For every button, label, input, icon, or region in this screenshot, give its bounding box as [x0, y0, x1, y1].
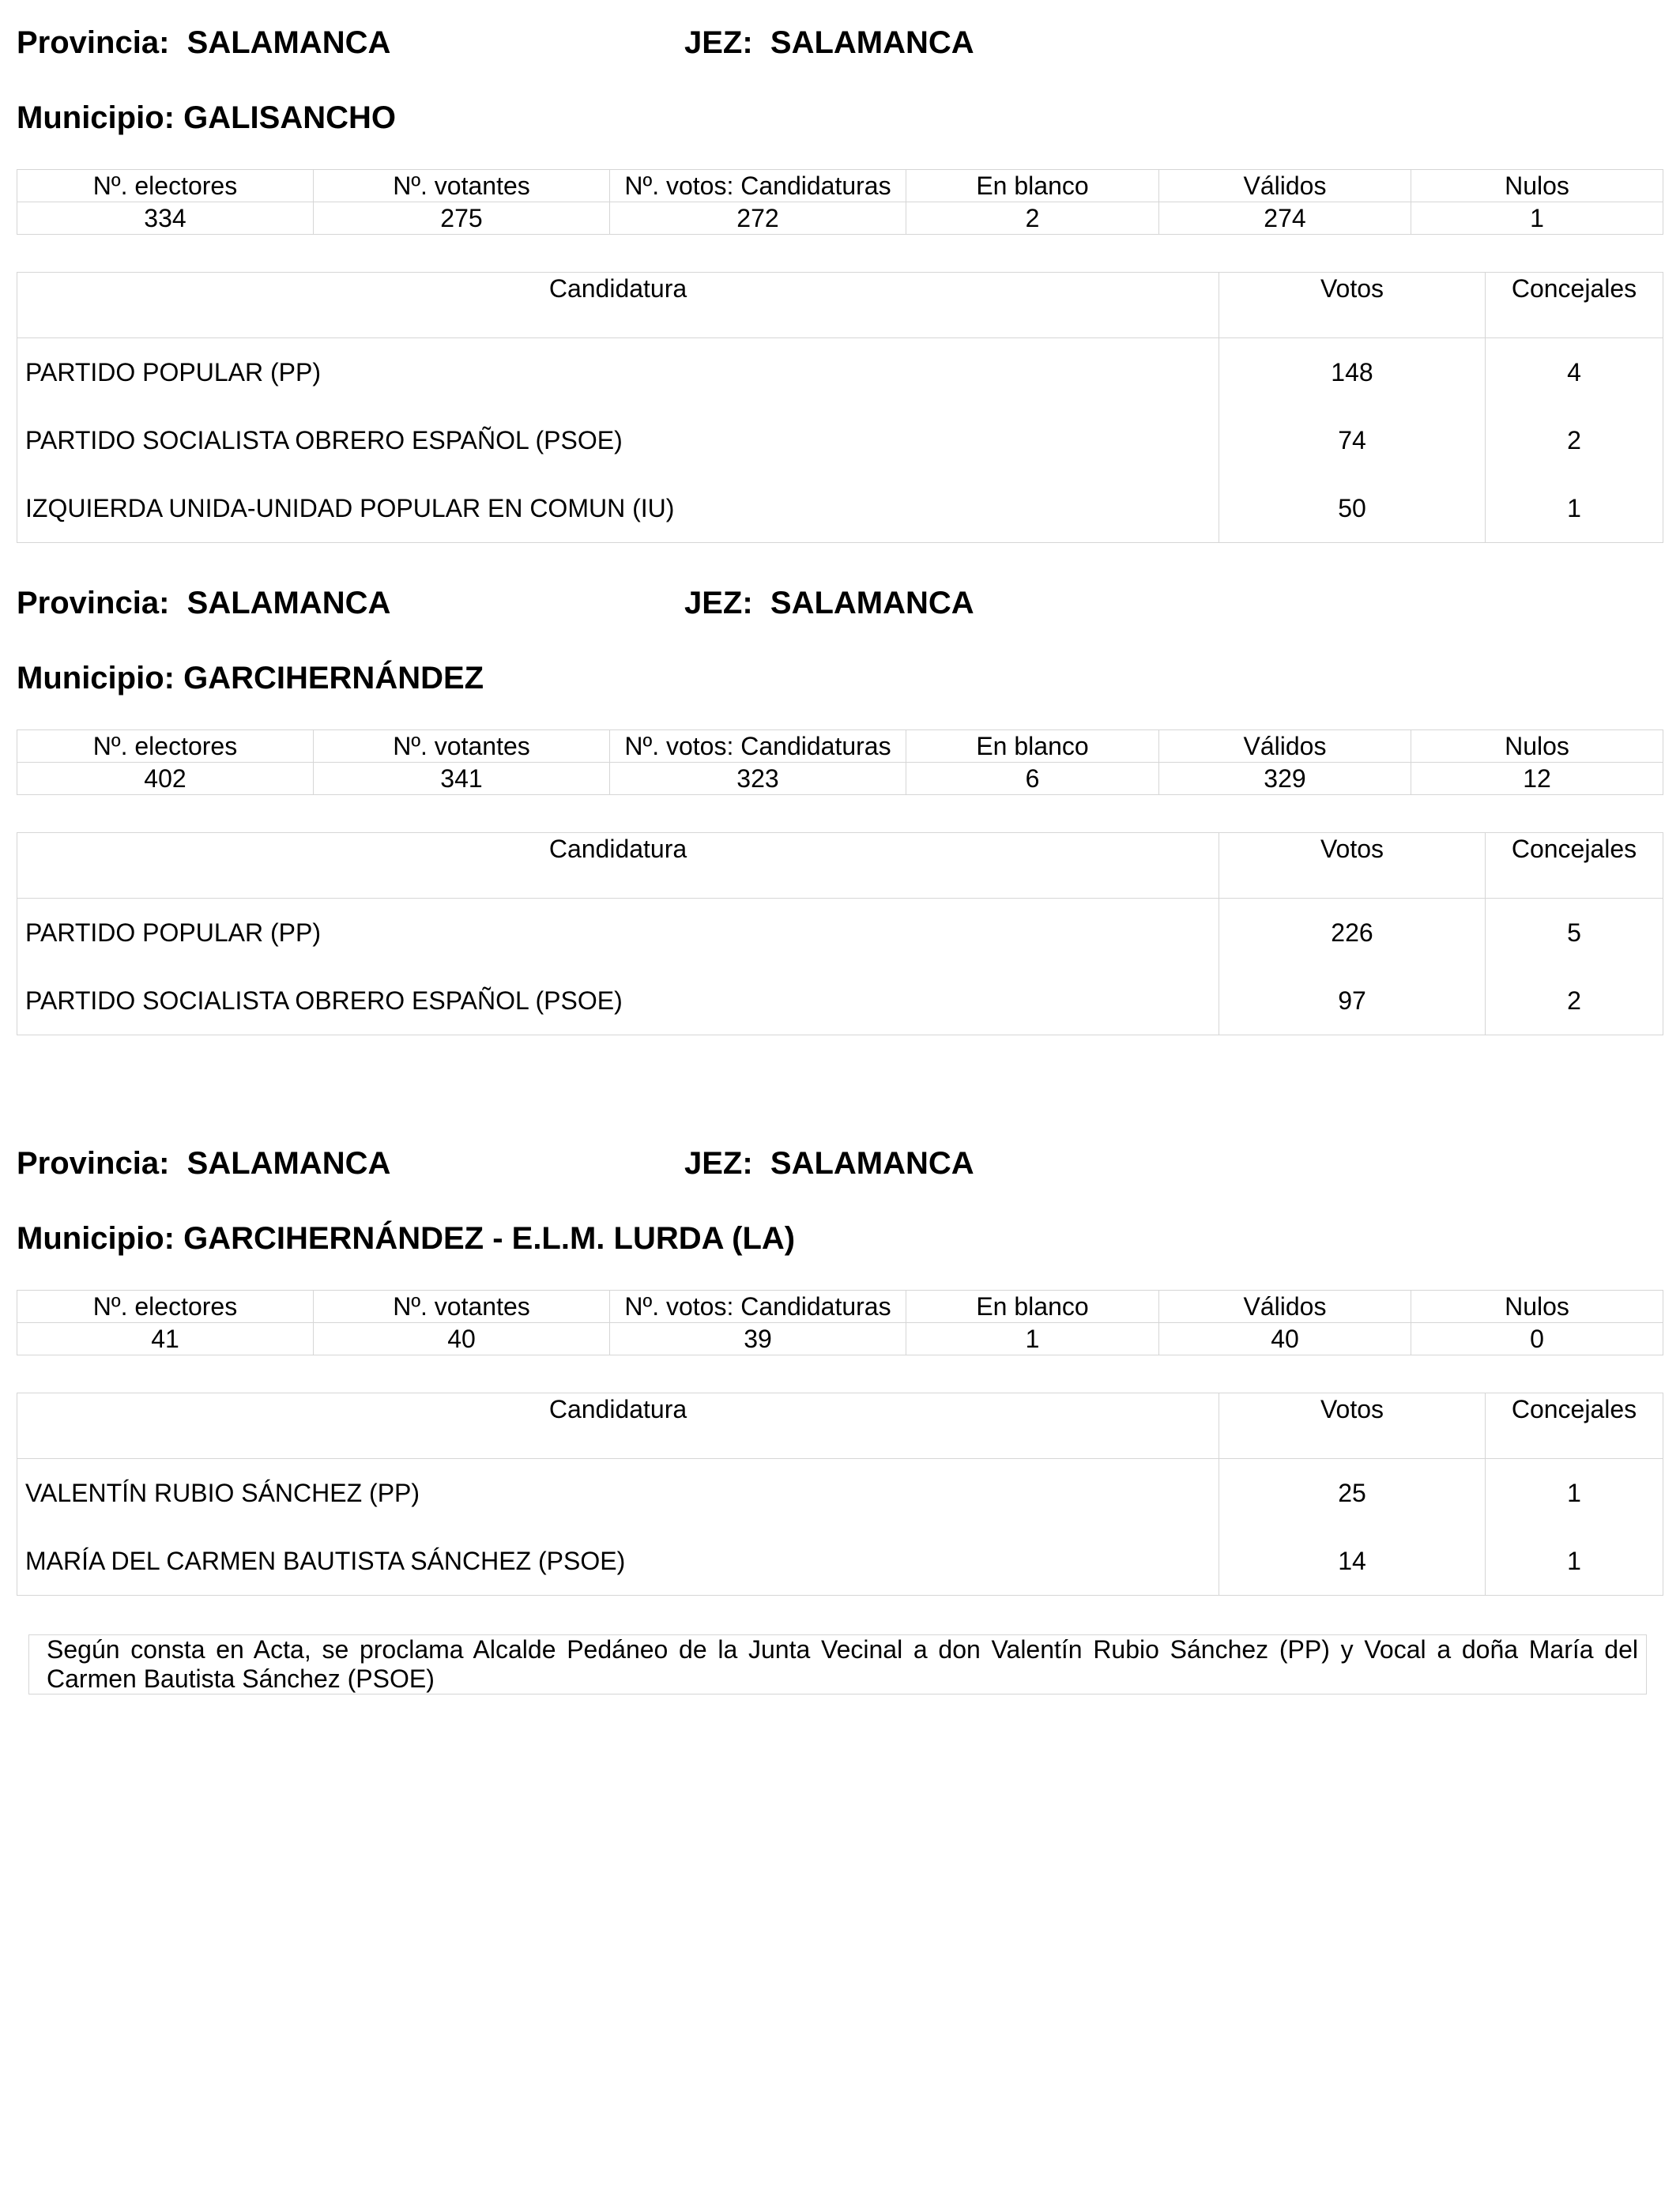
stats-table [17, 169, 1663, 235]
candidate-name: MARÍA DEL CARMEN BAUTISTA SÁNCHEZ (PSOE) [25, 1547, 626, 1575]
provincia-line [17, 584, 390, 622]
jez-line [684, 1144, 974, 1182]
candidate-concejales: 5 [1486, 899, 1663, 967]
jez-label: JEZ: [684, 1146, 753, 1181]
candidate-name: PARTIDO SOCIALISTA OBRERO ESPAÑOL (PSOE) [25, 426, 623, 454]
provincia-label: Provincia: [17, 25, 170, 60]
candidate-concejales: 1 [1486, 474, 1663, 543]
candidates-header-row [17, 273, 1663, 338]
municipio-value: GARCIHERNÁNDEZ - E.L.M. LURDA (LA) [183, 1221, 796, 1256]
stats-value: 334 [17, 202, 314, 235]
candidate-concejales: 2 [1486, 967, 1663, 1035]
municipio-line [17, 99, 396, 137]
provincia-value: SALAMANCA [186, 25, 391, 60]
candidates-table [17, 1393, 1663, 1596]
candidate-concejales: 1 [1486, 1527, 1663, 1596]
candidates-table [17, 272, 1663, 543]
concejales-header: Concejales [1486, 273, 1663, 338]
stats-header: Nº. votantes [314, 730, 610, 763]
stats-header: Nº. electores [17, 1291, 314, 1323]
candidate-votos: 97 [1219, 967, 1486, 1035]
stats-header: Nulos [1411, 1291, 1663, 1323]
stats-table [17, 1290, 1663, 1355]
stats-value: 2 [906, 202, 1159, 235]
stats-value-row [17, 763, 1663, 795]
candidatura-header: Candidatura [17, 833, 1219, 899]
section-galisancho [17, 0, 1663, 522]
jez-line [684, 584, 974, 622]
stats-header: En blanco [906, 730, 1159, 763]
stats-header-row [17, 170, 1663, 202]
municipio-label: Municipio: [17, 661, 175, 696]
jez-value: SALAMANCA [770, 1146, 974, 1181]
stats-header-row [17, 730, 1663, 763]
candidate-votos: 14 [1219, 1527, 1486, 1596]
stats-header: Nº. votantes [314, 170, 610, 202]
stats-value: 323 [610, 763, 906, 795]
stats-table [17, 729, 1663, 795]
stats-value: 274 [1159, 202, 1411, 235]
municipio-value: GALISANCHO [183, 100, 396, 135]
jez-line [684, 24, 974, 62]
stats-value: 275 [314, 202, 610, 235]
stats-value: 272 [610, 202, 906, 235]
candidates-table [17, 832, 1663, 1035]
candidatura-header: Candidatura [17, 1393, 1219, 1459]
table-row [17, 338, 1663, 407]
stats-value: 1 [906, 1323, 1159, 1355]
table-row [17, 406, 1663, 474]
candidate-name: VALENTÍN RUBIO SÁNCHEZ (PP) [25, 1479, 420, 1507]
stats-value: 402 [17, 763, 314, 795]
stats-value: 40 [1159, 1323, 1411, 1355]
votos-header: Votos [1219, 273, 1486, 338]
stats-value: 341 [314, 763, 610, 795]
stats-header: Nº. votos: Candidaturas [610, 1291, 906, 1323]
stats-value: 41 [17, 1323, 314, 1355]
stats-header: Válidos [1159, 170, 1411, 202]
candidate-name: PARTIDO SOCIALISTA OBRERO ESPAÑOL (PSOE) [25, 986, 623, 1015]
municipio-label: Municipio: [17, 1221, 175, 1256]
section-header [17, 560, 1663, 711]
stats-header: Nulos [1411, 170, 1663, 202]
municipio-line [17, 1220, 795, 1257]
stats-value: 6 [906, 763, 1159, 795]
candidate-votos: 50 [1219, 474, 1486, 543]
candidate-concejales: 2 [1486, 406, 1663, 474]
section-header [17, 1121, 1663, 1271]
stats-header: Válidos [1159, 730, 1411, 763]
stats-header: Nº. electores [17, 730, 314, 763]
table-row [17, 967, 1663, 1035]
municipio-value: GARCIHERNÁNDEZ [183, 661, 484, 696]
municipio-label: Municipio: [17, 100, 175, 135]
proclamation-note: Según consta en Acta, se proclama Alcalde Pedáneo de la Junta Vecinal a don Valentín Rubio Sánchez (PP) y Vocal a doña María del Carmen Bautista Sánchez (PSOE) [28, 1634, 1647, 1695]
stats-value: 0 [1411, 1323, 1663, 1355]
stats-value: 329 [1159, 763, 1411, 795]
jez-value: SALAMANCA [770, 586, 974, 620]
candidate-votos: 25 [1219, 1459, 1486, 1528]
stats-header: En blanco [906, 1291, 1159, 1323]
candidate-name: PARTIDO POPULAR (PP) [25, 358, 321, 386]
table-row [17, 1459, 1663, 1528]
stats-header: Nulos [1411, 730, 1663, 763]
provincia-label: Provincia: [17, 586, 170, 620]
table-row [17, 899, 1663, 967]
provincia-line [17, 24, 390, 62]
stats-value: 39 [610, 1323, 906, 1355]
concejales-header: Concejales [1486, 1393, 1663, 1459]
jez-value: SALAMANCA [770, 25, 974, 60]
candidate-name: PARTIDO POPULAR (PP) [25, 918, 321, 947]
municipio-line [17, 659, 484, 697]
stats-header: Válidos [1159, 1291, 1411, 1323]
candidate-name: IZQUIERDA UNIDA-UNIDAD POPULAR EN COMUN (IU) [25, 494, 675, 522]
votos-header: Votos [1219, 833, 1486, 899]
stats-value: 1 [1411, 202, 1663, 235]
jez-label: JEZ: [684, 586, 753, 620]
table-row [17, 1527, 1663, 1596]
stats-value: 40 [314, 1323, 610, 1355]
provincia-value: SALAMANCA [186, 586, 391, 620]
stats-header: Nº. electores [17, 170, 314, 202]
stats-value: 12 [1411, 763, 1663, 795]
candidate-votos: 74 [1219, 406, 1486, 474]
provincia-value: SALAMANCA [186, 1146, 391, 1181]
section-lurda [17, 1121, 1663, 1575]
stats-header: Nº. votantes [314, 1291, 610, 1323]
stats-value-row [17, 202, 1663, 235]
provincia-line [17, 1144, 390, 1182]
jez-label: JEZ: [684, 25, 753, 60]
stats-header-row [17, 1291, 1663, 1323]
candidates-header-row [17, 1393, 1663, 1459]
stats-value-row [17, 1323, 1663, 1355]
candidate-votos: 148 [1219, 338, 1486, 407]
stats-header: Nº. votos: Candidaturas [610, 730, 906, 763]
candidate-votos: 226 [1219, 899, 1486, 967]
candidates-header-row [17, 833, 1663, 899]
concejales-header: Concejales [1486, 833, 1663, 899]
candidatura-header: Candidatura [17, 273, 1219, 338]
votos-header: Votos [1219, 1393, 1486, 1459]
stats-header: En blanco [906, 170, 1159, 202]
section-garcihernandez [17, 560, 1663, 1015]
stats-header: Nº. votos: Candidaturas [610, 170, 906, 202]
candidate-concejales: 4 [1486, 338, 1663, 407]
table-row [17, 474, 1663, 543]
section-header [17, 0, 1663, 150]
candidate-concejales: 1 [1486, 1459, 1663, 1528]
provincia-label: Provincia: [17, 1146, 170, 1181]
